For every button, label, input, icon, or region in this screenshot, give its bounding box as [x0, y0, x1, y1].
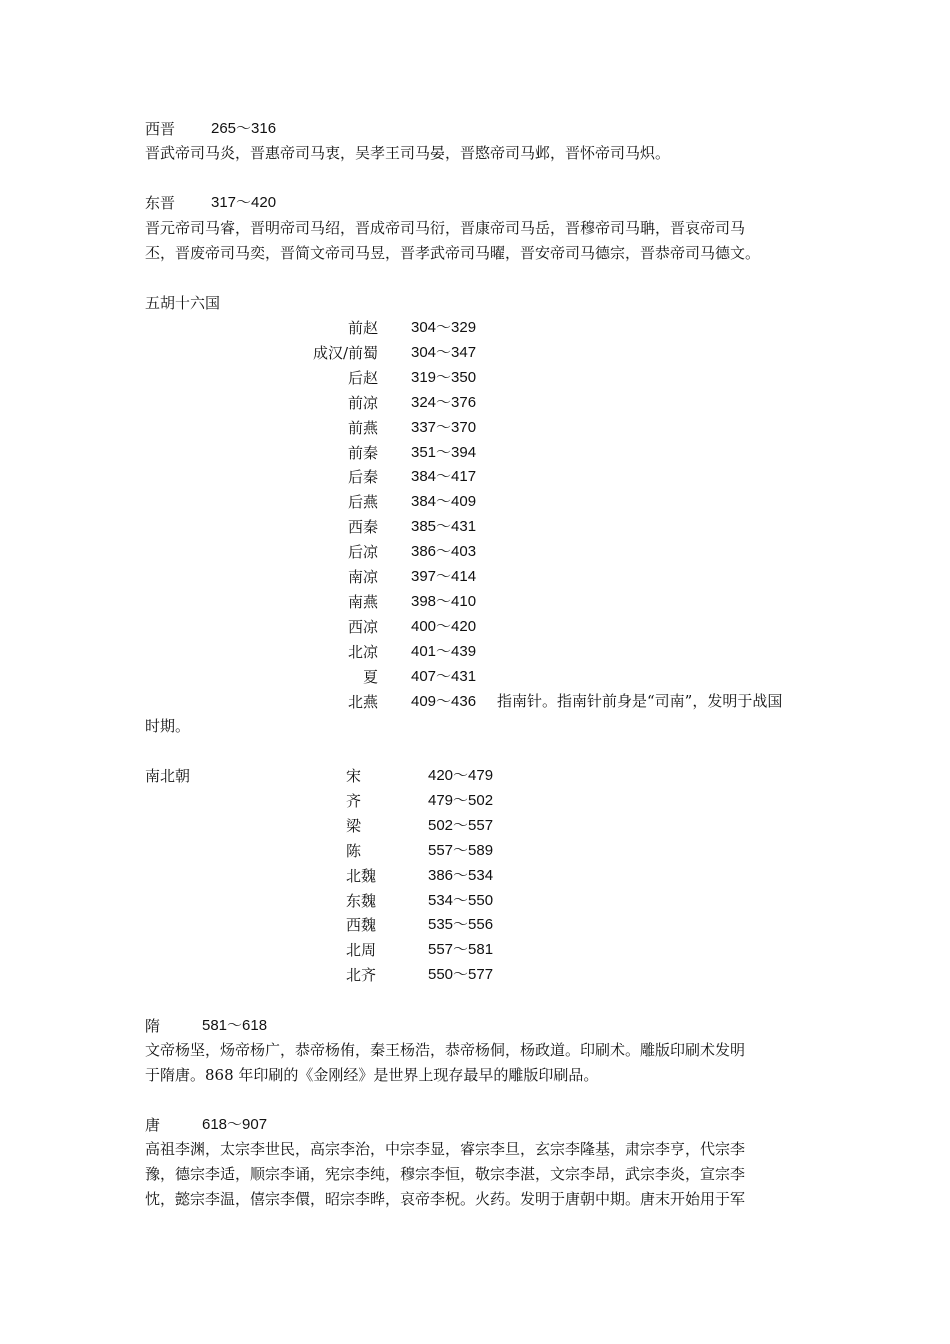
kingdom-years: 324～376 — [411, 393, 477, 411]
kingdom-years: 400～420 — [411, 617, 477, 635]
dynasty-name: 宋 — [346, 767, 362, 785]
dynasty-name: 东魏 — [346, 891, 377, 910]
tang-line: 高祖李渊，太宗李世民，高宗李治，中宗李显，睿宗李旦，玄宗李隆基，肃宗李亨，代宗李 — [145, 1140, 746, 1158]
kingdom-name: 南燕 — [347, 592, 378, 611]
dynasty-years: 557～581 — [428, 941, 494, 959]
kingdom-years: 407～431 — [411, 667, 477, 685]
kingdom-name: 后凉 — [347, 543, 378, 562]
dynasty-years: 479～502 — [428, 791, 494, 809]
kingdom-name: 后燕 — [347, 493, 378, 512]
kingdom-name: 成汉/前蜀 — [312, 343, 378, 362]
dynasty-name: 北魏 — [346, 866, 377, 885]
dynasty-years: 386～534 — [428, 866, 494, 884]
sui-text — [145, 1038, 810, 1088]
kingdom-name: 夏 — [362, 667, 378, 686]
kingdom-years: 304～329 — [411, 319, 477, 336]
dynasty-name: 北周 — [346, 941, 377, 960]
compass-note-line1: 指南针。指南针前身是“司南”，发明于战国 — [497, 692, 783, 710]
kingdom-years: 337～370 — [411, 418, 477, 436]
kingdom-years: 304～347 — [411, 343, 477, 361]
sui-name: 隋 — [145, 1017, 161, 1035]
tang-line: 豫，德宗李适，顺宗李诵，宪宗李纯，穆宗李恒，敬宗李湛，文宗李昂，武宗李炎，宣宗李 — [145, 1165, 746, 1183]
kingdom-name: 前凉 — [347, 393, 378, 412]
western-jin-line: 晋武帝司马炎，晋惠帝司马衷，吴孝王司马晏，晋愍帝司马邺，晋怀帝司马炽。 — [145, 144, 671, 162]
kingdom-years: 384～417 — [411, 468, 477, 486]
dynasty-name: 梁 — [346, 816, 362, 835]
kingdom-name: 西秦 — [347, 518, 378, 537]
eastern-jin-years: 317～420 — [211, 194, 277, 211]
tang-name: 唐 — [145, 1116, 161, 1134]
western-jin-years: 265～316 — [211, 120, 277, 137]
kingdom-years: 385～431 — [411, 518, 477, 536]
kingdom-years: 386～403 — [411, 543, 477, 561]
dynasty-name: 陈 — [346, 841, 362, 860]
kingdom-name: 西凉 — [347, 617, 378, 636]
kingdom-years: 384～409 — [411, 493, 477, 511]
kingdom-years: 401～439 — [411, 642, 477, 660]
kingdom-years: 351～394 — [411, 443, 477, 461]
kingdom-years: 409～436 — [411, 692, 477, 710]
dynasty-name: 齐 — [346, 791, 362, 810]
kingdom-name: 后秦 — [347, 468, 378, 487]
dynasty-years: 420～479 — [428, 767, 494, 784]
dynasty-years: 535～556 — [428, 916, 494, 934]
sui-years: 581～618 — [202, 1017, 268, 1034]
dynasty-years: 550～577 — [428, 966, 494, 984]
kingdom-name: 北凉 — [347, 642, 378, 661]
southern-northern-heading: 南北朝 — [145, 767, 191, 785]
dynasty-name: 西魏 — [346, 916, 377, 935]
kingdom-name: 后赵 — [347, 368, 378, 387]
sixteen-kingdoms-heading: 五胡十六国 — [145, 294, 221, 312]
tang-text — [145, 1137, 810, 1212]
eastern-jin-text — [145, 216, 810, 266]
kingdom-name: 前燕 — [347, 418, 378, 437]
western-jin-text — [145, 141, 810, 166]
eastern-jin-line: 丕，晋废帝司马奕，晋简文帝司马昱，晋孝武帝司马曜，晋安帝司马德宗，晋恭帝司马德文。 — [145, 244, 761, 262]
eastern-jin-name: 东晋 — [145, 194, 176, 212]
sui-line: 文帝杨坚，炀帝杨广，恭帝杨侑，秦王杨浩，恭帝杨侗，杨政道。印刷术。雕版印刷术发明 — [145, 1041, 746, 1059]
kingdom-years: 319～350 — [411, 368, 477, 386]
dynasty-years: 502～557 — [428, 816, 494, 834]
compass-note-line2: 时期。 — [145, 717, 191, 735]
kingdom-name: 南凉 — [347, 568, 378, 586]
kingdom-name: 前赵 — [347, 319, 378, 337]
kingdom-years: 398～410 — [411, 592, 477, 610]
tang-years: 618～907 — [202, 1116, 268, 1133]
kingdom-name: 前秦 — [347, 443, 378, 462]
dynasty-years: 557～589 — [428, 841, 494, 859]
dynasty-years: 534～550 — [428, 891, 494, 909]
tang-line: 忱，懿宗李温，僖宗李儇，昭宗李晔，哀帝李柷。火药。发明于唐朝中期。唐末开始用于军 — [145, 1190, 746, 1208]
dynasty-name: 北齐 — [346, 966, 377, 985]
eastern-jin-line: 晋元帝司马睿，晋明帝司马绍，晋成帝司马衍，晋康帝司马岳，晋穆帝司马聃，晋哀帝司马 — [145, 219, 746, 237]
western-jin-name: 西晋 — [145, 120, 176, 138]
kingdom-name: 北燕 — [347, 692, 378, 711]
sui-line: 于隋唐。868 年印刷的《金刚经》是世界上现存最早的雕版印刷品。 — [145, 1066, 599, 1084]
kingdom-years: 397～414 — [411, 568, 477, 585]
